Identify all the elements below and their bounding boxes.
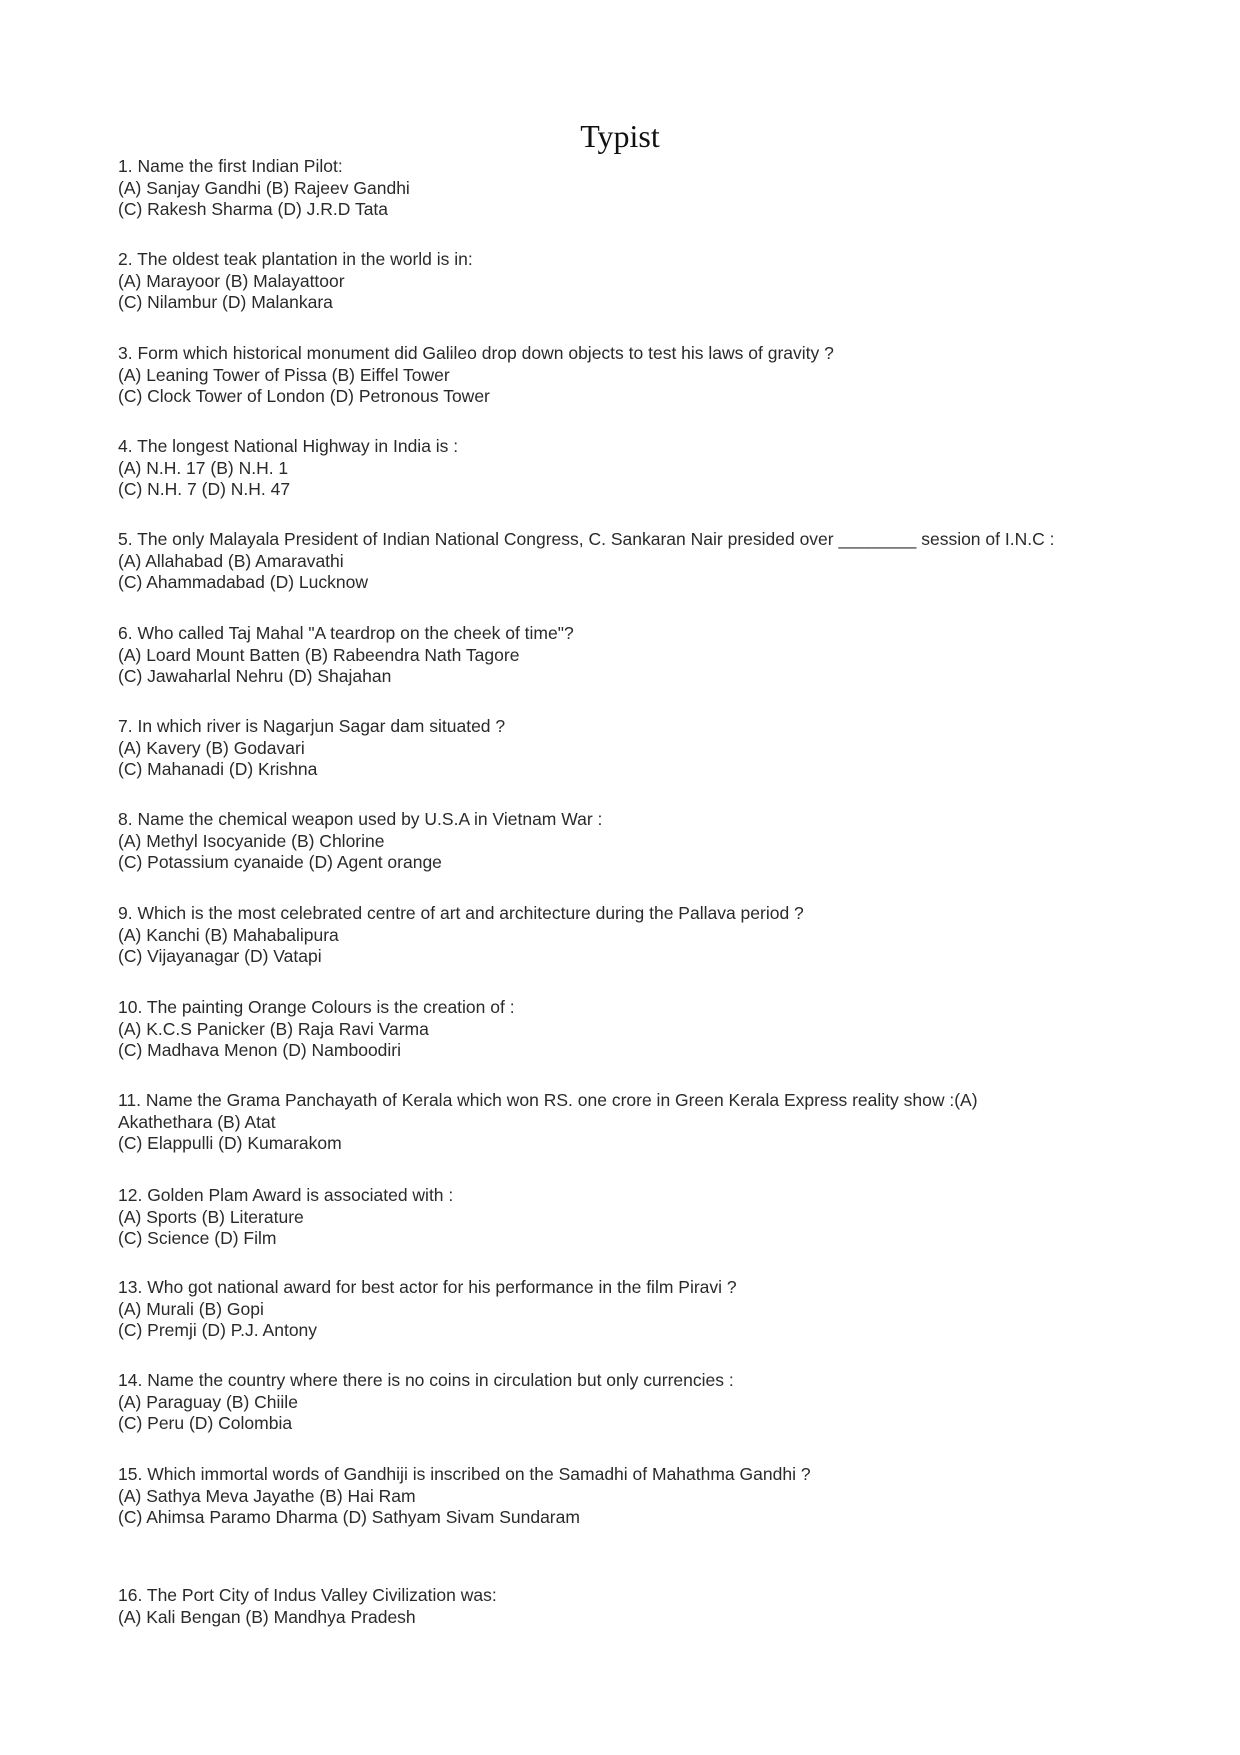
question-1 [118, 156, 1138, 221]
options-cd: (C) Nilambur (D) Malankara [118, 292, 333, 312]
options-cd: (C) Premji (D) P.J. Antony [118, 1320, 318, 1340]
question-text: 7. In which river is Nagarjun Sagar dam situated ? [118, 716, 506, 736]
options-cd: (C) Madhava Menon (D) Namboodiri [118, 1040, 402, 1060]
question-8 [118, 809, 1138, 874]
options-cd: (C) Peru (D) Colombia [118, 1413, 293, 1433]
options-ab: Akathethara (B) Atat [118, 1111, 276, 1132]
question-text: 8. Name the chemical weapon used by U.S.A in Vietnam War : [118, 809, 603, 829]
question-text: 2. The oldest teak plantation in the world is in: [118, 249, 473, 269]
options-cd: (C) Mahanadi (D) Krishna [118, 759, 318, 779]
question-text: 16. The Port City of Indus Valley Civilization was: [118, 1585, 497, 1605]
options-ab: (A) N.H. 17 (B) N.H. 1 [118, 457, 289, 478]
options-ab: (A) Sports (B) Literature [118, 1206, 304, 1227]
options-ab: (A) Marayoor (B) Malayattoor [118, 270, 345, 291]
options-cd: (C) N.H. 7 (D) N.H. 47 [118, 479, 291, 499]
options-ab: (A) Sanjay Gandhi (B) Rajeev Gandhi [118, 177, 410, 198]
question-16 [118, 1585, 1138, 1628]
options-ab: (A) Kali Bengan (B) Mandhya Pradesh [118, 1606, 416, 1627]
question-7 [118, 716, 1138, 781]
question-text: 10. The painting Orange Colours is the creation of : [118, 997, 515, 1017]
options-cd: (C) Clock Tower of London (D) Petronous Tower [118, 386, 490, 406]
options-ab: (A) Allahabad (B) Amaravathi [118, 550, 344, 571]
question-text: 12. Golden Plam Award is associated with : [118, 1185, 454, 1205]
question-text: 9. Which is the most celebrated centre of art and architecture during the Pallava period ? [118, 903, 804, 923]
question-text: 14. Name the country where there is no coins in circulation but only currencies : [118, 1370, 734, 1390]
options-ab: (A) Methyl Isocyanide (B) Chlorine [118, 830, 385, 851]
options-cd: (C) Science (D) Film [118, 1228, 277, 1248]
question-11 [118, 1090, 1138, 1155]
options-ab: (A) Loard Mount Batten (B) Rabeendra Nath Tagore [118, 644, 520, 665]
options-ab: (A) Kavery (B) Godavari [118, 737, 305, 758]
options-cd: (C) Rakesh Sharma (D) J.R.D Tata [118, 199, 389, 219]
question-9 [118, 903, 1138, 968]
question-text: 4. The longest National Highway in India is : [118, 436, 459, 456]
question-13 [118, 1277, 1138, 1342]
question-4 [118, 436, 1138, 501]
options-cd: (C) Ahammadabad (D) Lucknow [118, 572, 368, 592]
question-text: 3. Form which historical monument did Galileo drop down objects to test his laws of gravity ? [118, 343, 834, 363]
question-text: 6. Who called Taj Mahal "A teardrop on the cheek of time"? [118, 623, 574, 643]
options-ab: (A) Sathya Meva Jayathe (B) Hai Ram [118, 1485, 416, 1506]
question-15 [118, 1464, 1138, 1529]
question-text: 5. The only Malayala President of Indian National Congress, C. Sankaran Nair presided over ________ session of I.N.C : [118, 529, 1055, 549]
question-text: 1. Name the first Indian Pilot: [118, 156, 343, 176]
question-10 [118, 997, 1138, 1062]
options-ab: (A) K.C.S Panicker (B) Raja Ravi Varma [118, 1018, 429, 1039]
question-14 [118, 1370, 1138, 1435]
options-cd: (C) Vijayanagar (D) Vatapi [118, 946, 322, 966]
question-text: 11. Name the Grama Panchayath of Kerala which won RS. one crore in Green Kerala Express reality show :(A) [118, 1090, 978, 1110]
options-ab: (A) Kanchi (B) Mahabalipura [118, 924, 339, 945]
question-2 [118, 249, 1138, 314]
question-6 [118, 623, 1138, 688]
page-title: Typist [580, 118, 660, 154]
options-cd: (C) Elappulli (D) Kumarakom [118, 1133, 342, 1153]
question-3 [118, 343, 1138, 408]
options-ab: (A) Murali (B) Gopi [118, 1298, 264, 1319]
options-cd: (C) Potassium cyanaide (D) Agent orange [118, 852, 442, 872]
options-cd: (C) Jawaharlal Nehru (D) Shajahan [118, 666, 392, 686]
options-ab: (A) Paraguay (B) Chiile [118, 1391, 298, 1412]
question-text: 15. Which immortal words of Gandhiji is inscribed on the Samadhi of Mahathma Gandhi ? [118, 1464, 811, 1484]
question-5 [118, 529, 1138, 594]
options-ab: (A) Leaning Tower of Pissa (B) Eiffel Tower [118, 364, 450, 385]
question-12 [118, 1185, 1138, 1250]
question-text: 13. Who got national award for best actor for his performance in the film Piravi ? [118, 1277, 737, 1297]
options-cd: (C) Ahimsa Paramo Dharma (D) Sathyam Sivam Sundaram [118, 1507, 580, 1527]
